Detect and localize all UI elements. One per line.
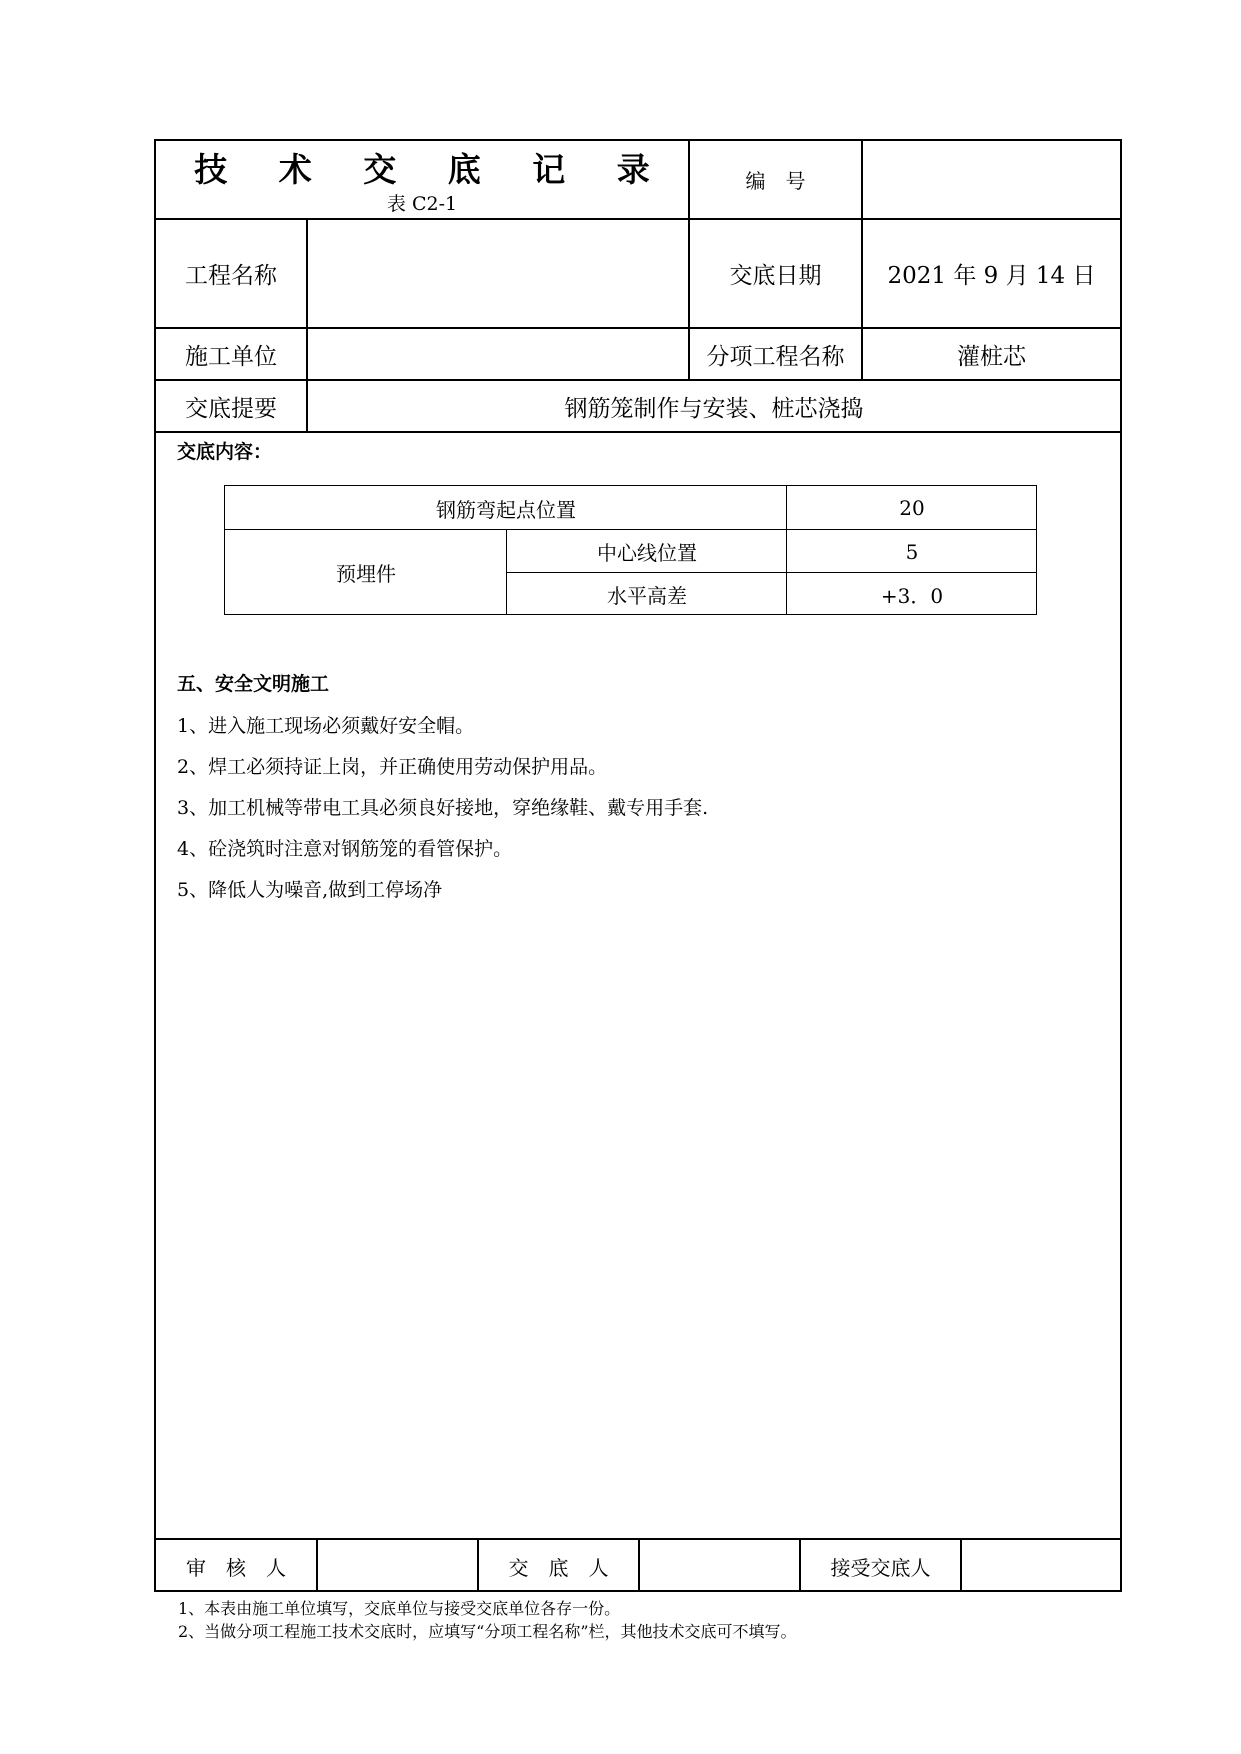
receiver-signature[interactable] bbox=[962, 1540, 1120, 1592]
safety-item: 3、加工机械等带电工具必须良好接地，穿绝缘鞋、戴专用手套. bbox=[177, 797, 709, 819]
table-line bbox=[224, 485, 1037, 486]
contractor-label: 施工单位 bbox=[185, 343, 277, 370]
presenter-signature[interactable] bbox=[640, 1540, 799, 1592]
receiver-label: 接受交底人 bbox=[830, 1555, 931, 1580]
table-line bbox=[224, 614, 1037, 615]
table-cell-value: 5 bbox=[905, 539, 919, 564]
footnote: 2、当做分项工程施工技术交底时，应填写“分项工程名称”栏，其他技术交底可不填写。 bbox=[178, 1622, 797, 1641]
subitem-label: 分项工程名称 bbox=[706, 343, 845, 370]
date-label: 交底日期 bbox=[729, 263, 822, 289]
reviewer-label: 审 核 人 bbox=[186, 1555, 286, 1580]
table-line bbox=[506, 529, 507, 614]
safety-item: 4、砼浇筑时注意对钢筋笼的看管保护。 bbox=[177, 838, 513, 860]
table-cell-group: 预埋件 bbox=[336, 562, 396, 586]
reviewer-signature[interactable] bbox=[318, 1540, 477, 1592]
divider bbox=[154, 431, 1122, 433]
presenter-label: 交 底 人 bbox=[508, 1555, 609, 1580]
project-name-label: 工程名称 bbox=[185, 263, 277, 289]
footnote: 1、本表由施工单位填写，交底单位与接受交底单位各存一份。 bbox=[178, 1599, 621, 1618]
subitem-value[interactable]: 灌桩芯 bbox=[957, 343, 1026, 370]
table-cell-item: 中心线位置 bbox=[597, 541, 697, 565]
content-heading: 交底内容： bbox=[177, 441, 273, 463]
project-name-value[interactable] bbox=[308, 220, 688, 327]
table-line bbox=[506, 572, 1037, 573]
safety-item: 1、进入施工现场必须戴好安全帽。 bbox=[177, 715, 475, 737]
summary-value[interactable]: 钢筋笼制作与安装、桩芯浇捣 bbox=[564, 395, 864, 422]
number-value[interactable] bbox=[863, 141, 1120, 218]
form-code: 表 C2-1 bbox=[386, 192, 458, 215]
table-cell-value: +3．0 bbox=[880, 583, 944, 608]
table-cell-value: 20 bbox=[899, 496, 925, 520]
safety-item: 2、焊工必须持证上岗，并正确使用劳动保护用品。 bbox=[177, 756, 608, 778]
number-label: 编 号 bbox=[745, 169, 806, 193]
safety-heading: 五、安全文明施工 bbox=[177, 673, 330, 695]
table-cell-item: 水平高差 bbox=[607, 583, 687, 608]
date-value[interactable]: 2021 年 9 月 14 日 bbox=[887, 263, 1096, 289]
summary-label: 交底提要 bbox=[185, 395, 277, 422]
contractor-value[interactable] bbox=[308, 329, 688, 379]
table-line bbox=[224, 529, 1037, 530]
table-line bbox=[1036, 485, 1037, 614]
safety-item: 5、降低人为噪音,做到工停场净 bbox=[177, 879, 443, 901]
table-line bbox=[786, 485, 787, 614]
table-line bbox=[224, 485, 225, 614]
form-title: 技 术 交 底 记 录 bbox=[194, 149, 670, 189]
table-cell-item: 钢筋弯起点位置 bbox=[436, 497, 576, 522]
